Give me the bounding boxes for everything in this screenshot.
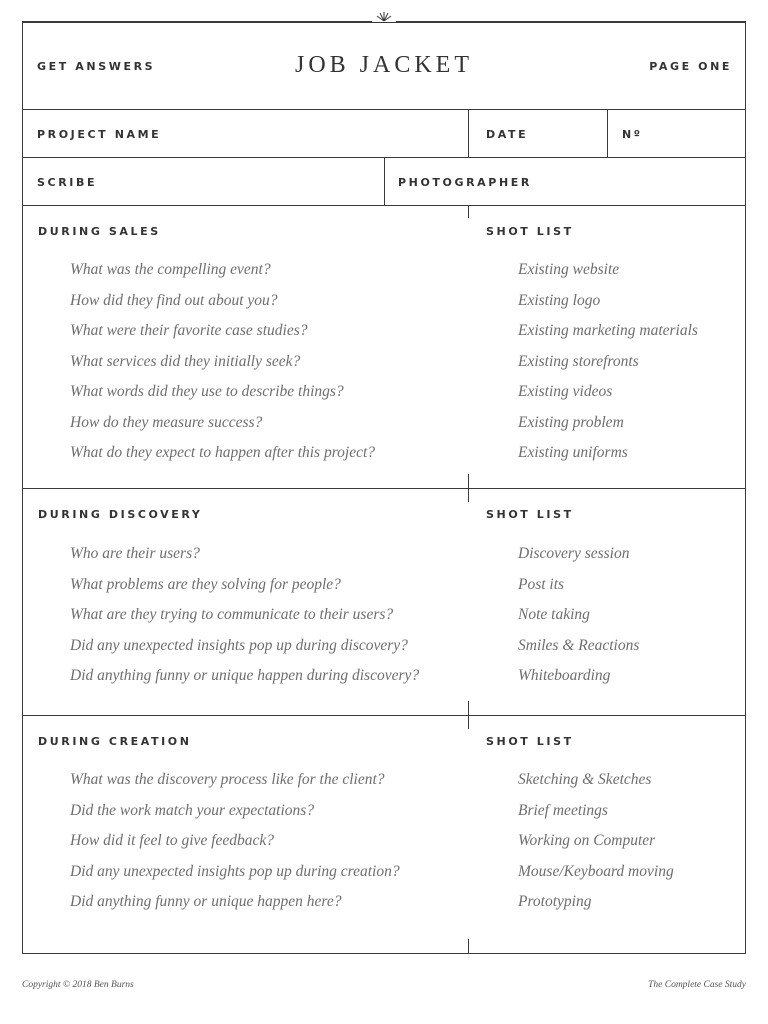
question-item: How did they find out about you? — [70, 291, 278, 309]
photographer-field[interactable]: PHOTOGRAPHER — [398, 176, 532, 189]
shot-item: Whiteboarding — [518, 667, 611, 684]
shot-list-heading-sales: SHOT LIST — [486, 225, 574, 238]
project-name-field[interactable]: PROJECT NAME — [37, 128, 162, 141]
shot-item: Existing logo — [518, 291, 601, 309]
divider — [384, 157, 385, 205]
sales-shot-list — [518, 259, 698, 473]
question-item: What was the compelling event? — [70, 261, 271, 278]
divider — [23, 205, 745, 206]
shot-item: Existing website — [518, 261, 620, 278]
shot-item: Smiles & Reactions — [518, 636, 640, 654]
number-field[interactable]: Nº — [622, 128, 643, 141]
tick-mark — [468, 206, 469, 218]
shot-item: Mouse/Keyboard moving — [518, 862, 674, 880]
question-item: What do they expect to happen after this project? — [70, 444, 376, 461]
shot-item: Working on Computer — [518, 832, 656, 849]
creation-question-list — [70, 769, 400, 922]
sales-question-list — [70, 259, 375, 473]
question-item: How did it feel to give feedback? — [70, 832, 275, 849]
job-jacket-form — [22, 22, 746, 954]
divider — [23, 488, 745, 489]
discovery-shot-list — [518, 543, 639, 696]
shot-item: Post its — [518, 575, 565, 593]
scribe-field[interactable]: SCRIBE — [37, 176, 98, 189]
shot-item: Existing storefronts — [518, 352, 639, 370]
question-item: What were their favorite case studies? — [70, 322, 308, 339]
divider — [23, 715, 745, 716]
shot-list-heading-creation: SHOT LIST — [486, 735, 574, 748]
question-item: Did the work match your expectations? — [70, 801, 315, 819]
question-item: Did anything funny or unique happen during discovery? — [70, 667, 420, 684]
question-item: Did any unexpected insights pop up during discovery? — [70, 636, 408, 654]
question-item: Did any unexpected insights pop up during creation? — [70, 862, 400, 880]
question-item: What are they trying to communicate to their users? — [70, 606, 394, 623]
page-number-label: PAGE ONE — [649, 60, 732, 73]
shot-item: Discovery session — [518, 545, 630, 562]
shot-list-heading-discovery: SHOT LIST — [486, 508, 574, 521]
question-item: Did anything funny or unique happen here? — [70, 893, 342, 910]
shot-item: Existing videos — [518, 383, 613, 400]
book-title-text: The Complete Case Study — [648, 980, 746, 990]
divider — [468, 109, 469, 157]
tick-mark — [468, 939, 469, 953]
section-heading-discovery: DURING DISCOVERY — [38, 508, 203, 521]
shot-item: Existing marketing materials — [518, 322, 698, 339]
discovery-question-list — [70, 543, 419, 696]
date-field[interactable]: DATE — [486, 128, 529, 141]
get-answers-label: GET ANSWERS — [37, 60, 156, 73]
creation-shot-list — [518, 769, 674, 922]
page-title: JOB JACKET — [294, 52, 473, 78]
shot-item: Sketching & Sketches — [518, 771, 652, 788]
question-item: How do they measure success? — [70, 413, 263, 431]
shot-item: Brief meetings — [518, 801, 608, 819]
question-item: What services did they initially seek? — [70, 352, 301, 370]
copyright-text: Copyright © 2018 Ben Burns — [22, 980, 134, 990]
question-item: Who are their users? — [70, 545, 200, 562]
shot-item: Existing problem — [518, 413, 624, 431]
question-item: What words did they use to describe things? — [70, 383, 344, 400]
divider — [23, 109, 745, 110]
section-heading-creation: DURING CREATION — [38, 735, 192, 748]
divider — [607, 109, 608, 157]
section-heading-sales: DURING SALES — [38, 225, 161, 238]
shot-item: Note taking — [518, 606, 590, 623]
shot-item: Prototyping — [518, 893, 592, 910]
question-item: What problems are they solving for people? — [70, 575, 341, 593]
shot-item: Existing uniforms — [518, 444, 628, 461]
question-item: What was the discovery process like for the client? — [70, 771, 385, 788]
